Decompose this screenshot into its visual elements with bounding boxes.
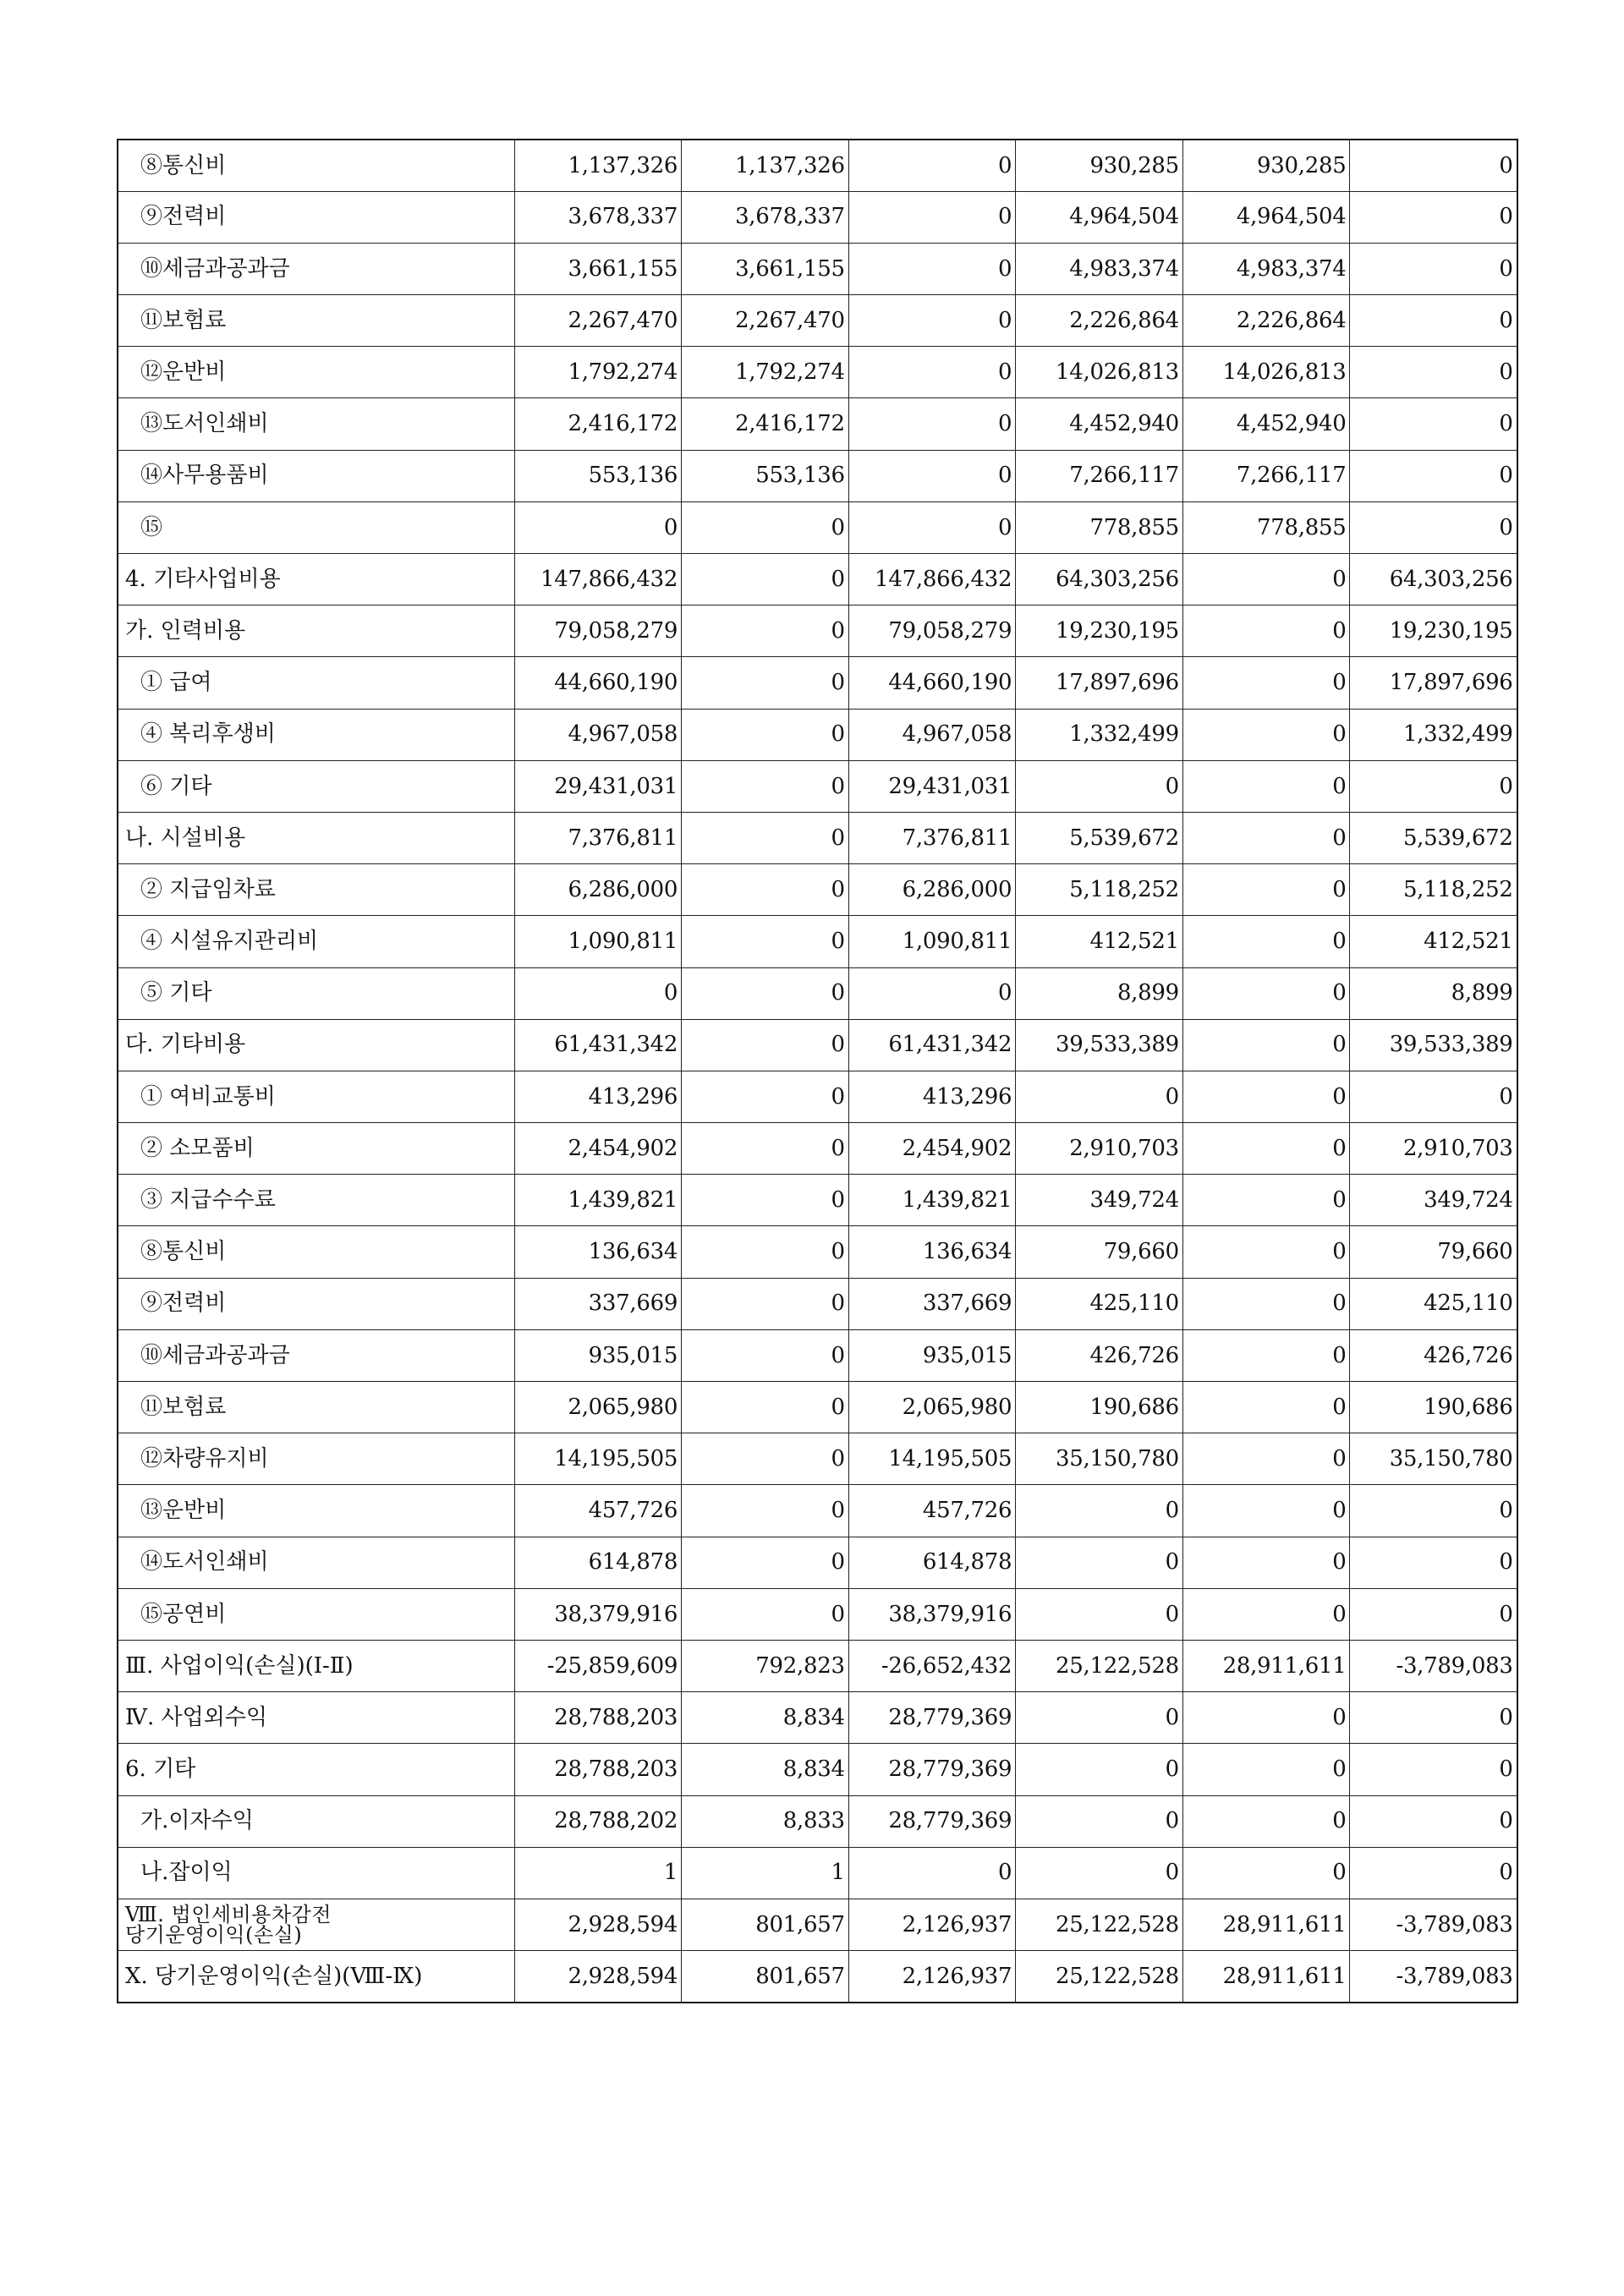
amount-cell: 0 <box>682 1382 849 1433</box>
row-label: ③ 지급수수료 <box>118 1175 514 1226</box>
amount-cell: 0 <box>1350 1537 1517 1588</box>
table-row <box>118 347 1517 398</box>
amount-cell: 7,376,811 <box>848 812 1016 863</box>
row-label: ⑮ <box>118 501 514 553</box>
amount-cell: 0 <box>848 243 1016 294</box>
row-label: ⑭도서인쇄비 <box>118 1537 514 1588</box>
table-row <box>118 295 1517 347</box>
row-label: ⑩세금과공과금 <box>118 243 514 294</box>
table-row <box>118 1382 1517 1433</box>
amount-cell: -3,789,083 <box>1350 1899 1517 1950</box>
table-row <box>118 398 1517 450</box>
row-label: ⑮공연비 <box>118 1588 514 1640</box>
amount-cell: 0 <box>1350 1588 1517 1640</box>
amount-cell: 3,661,155 <box>682 243 849 294</box>
amount-cell: 28,788,203 <box>514 1692 682 1744</box>
amount-cell: 2,226,864 <box>1182 295 1350 347</box>
amount-cell: 28,788,203 <box>514 1744 682 1795</box>
amount-cell: 0 <box>1016 760 1183 812</box>
amount-cell: 7,266,117 <box>1182 450 1350 501</box>
amount-cell: 0 <box>1182 1847 1350 1899</box>
row-label: 6. 기타 <box>118 1744 514 1795</box>
amount-cell: 6,286,000 <box>514 864 682 916</box>
amount-cell: 0 <box>1182 709 1350 760</box>
amount-cell: 0 <box>682 967 849 1019</box>
row-label: ⑩세금과공과금 <box>118 1329 514 1381</box>
amount-cell: 0 <box>514 967 682 1019</box>
amount-cell: 0 <box>1350 347 1517 398</box>
amount-cell: 1 <box>682 1847 849 1899</box>
amount-cell: 0 <box>682 1433 849 1485</box>
amount-cell: 5,118,252 <box>1016 864 1183 916</box>
row-label: ⑧통신비 <box>118 1226 514 1278</box>
amount-cell: 8,834 <box>682 1744 849 1795</box>
amount-cell: 61,431,342 <box>514 1019 682 1071</box>
amount-cell: 0 <box>682 606 849 657</box>
amount-cell: 2,910,703 <box>1016 1123 1183 1175</box>
row-label: Ⅲ. 사업이익(손실)(Ⅰ-Ⅱ) <box>118 1640 514 1691</box>
amount-cell: 426,726 <box>1016 1329 1183 1381</box>
amount-cell: 0 <box>1182 1019 1350 1071</box>
amount-cell: 930,285 <box>1016 140 1183 191</box>
amount-cell: 2,416,172 <box>682 398 849 450</box>
amount-cell: 0 <box>1182 1278 1350 1329</box>
table-row <box>118 243 1517 294</box>
row-label: ⑨전력비 <box>118 191 514 243</box>
amount-cell: 2,126,937 <box>848 1951 1016 2003</box>
row-label: ⑧통신비 <box>118 140 514 191</box>
table-row <box>118 606 1517 657</box>
amount-cell: 0 <box>1350 450 1517 501</box>
amount-cell: 1,792,274 <box>682 347 849 398</box>
amount-cell: 413,296 <box>514 1071 682 1122</box>
table-row <box>118 450 1517 501</box>
amount-cell: 614,878 <box>514 1537 682 1588</box>
amount-cell: 4,452,940 <box>1182 398 1350 450</box>
table-row <box>118 864 1517 916</box>
amount-cell: 28,779,369 <box>848 1795 1016 1847</box>
amount-cell: 29,431,031 <box>848 760 1016 812</box>
amount-cell: 412,521 <box>1016 916 1183 967</box>
row-label: ⑫차량유지비 <box>118 1433 514 1485</box>
amount-cell: 0 <box>848 295 1016 347</box>
row-label: ⑪보험료 <box>118 295 514 347</box>
amount-cell: 2,065,980 <box>848 1382 1016 1433</box>
amount-cell: 0 <box>682 916 849 967</box>
amount-cell: 0 <box>682 709 849 760</box>
amount-cell: 2,126,937 <box>848 1899 1016 1950</box>
amount-cell: -26,652,432 <box>848 1640 1016 1691</box>
amount-cell: 29,431,031 <box>514 760 682 812</box>
amount-cell: 4,967,058 <box>848 709 1016 760</box>
row-label: ⑨전력비 <box>118 1278 514 1329</box>
table-row <box>118 1485 1517 1537</box>
amount-cell: 8,899 <box>1016 967 1183 1019</box>
amount-cell: 61,431,342 <box>848 1019 1016 1071</box>
amount-cell: 2,454,902 <box>514 1123 682 1175</box>
amount-cell: 1,090,811 <box>848 916 1016 967</box>
amount-cell: 2,226,864 <box>1016 295 1183 347</box>
table-row <box>118 709 1517 760</box>
amount-cell: 0 <box>1182 1588 1350 1640</box>
row-label: ① 급여 <box>118 657 514 709</box>
amount-cell: 4,983,374 <box>1016 243 1183 294</box>
amount-cell: 0 <box>1350 1692 1517 1744</box>
amount-cell: 553,136 <box>514 450 682 501</box>
amount-cell: 39,533,389 <box>1016 1019 1183 1071</box>
row-label: ② 지급임차료 <box>118 864 514 916</box>
amount-cell: 0 <box>1350 1071 1517 1122</box>
amount-cell: 25,122,528 <box>1016 1951 1183 2003</box>
amount-cell: 801,657 <box>682 1951 849 2003</box>
row-label: 다. 기타비용 <box>118 1019 514 1071</box>
row-label: 가.이자수익 <box>118 1795 514 1847</box>
amount-cell: 0 <box>1182 1123 1350 1175</box>
amount-cell: 64,303,256 <box>1350 554 1517 606</box>
amount-cell: 1 <box>514 1847 682 1899</box>
amount-cell: 0 <box>1350 1847 1517 1899</box>
amount-cell: 17,897,696 <box>1350 657 1517 709</box>
row-label: 가. 인력비용 <box>118 606 514 657</box>
table-row <box>118 1640 1517 1691</box>
amount-cell: 5,118,252 <box>1350 864 1517 916</box>
amount-cell: 5,539,672 <box>1350 812 1517 863</box>
row-label: Ⅷ. 법인세비용차감전 당기운영이익(손실) <box>118 1899 514 1950</box>
amount-cell: 2,928,594 <box>514 1951 682 2003</box>
amount-cell: 426,726 <box>1350 1329 1517 1381</box>
table-row <box>118 1537 1517 1588</box>
amount-cell: 7,376,811 <box>514 812 682 863</box>
amount-cell: 349,724 <box>1350 1175 1517 1226</box>
amount-cell: 0 <box>1182 606 1350 657</box>
amount-cell: 25,122,528 <box>1016 1640 1183 1691</box>
amount-cell: 0 <box>682 1485 849 1537</box>
amount-cell: -3,789,083 <box>1350 1951 1517 2003</box>
amount-cell: 0 <box>848 967 1016 1019</box>
table-row <box>118 1433 1517 1485</box>
amount-cell: 0 <box>1016 1071 1183 1122</box>
amount-cell: 0 <box>682 760 849 812</box>
amount-cell: 457,726 <box>514 1485 682 1537</box>
amount-cell: 8,899 <box>1350 967 1517 1019</box>
row-label: ① 여비교통비 <box>118 1071 514 1122</box>
table-row <box>118 1899 1517 1950</box>
amount-cell: 614,878 <box>848 1537 1016 1588</box>
amount-cell: 0 <box>1182 1329 1350 1381</box>
amount-cell: 0 <box>1016 1588 1183 1640</box>
amount-cell: 19,230,195 <box>1016 606 1183 657</box>
amount-cell: 0 <box>1350 501 1517 553</box>
amount-cell: 5,539,672 <box>1016 812 1183 863</box>
amount-cell: 0 <box>1182 864 1350 916</box>
amount-cell: 136,634 <box>848 1226 1016 1278</box>
amount-cell: -25,859,609 <box>514 1640 682 1691</box>
amount-cell: 425,110 <box>1350 1278 1517 1329</box>
table-body <box>118 140 1517 2003</box>
amount-cell: 0 <box>1182 1382 1350 1433</box>
table-row <box>118 1692 1517 1744</box>
table-row <box>118 1329 1517 1381</box>
amount-cell: 4,452,940 <box>1016 398 1183 450</box>
row-label: ⑬도서인쇄비 <box>118 398 514 450</box>
amount-cell: 3,678,337 <box>514 191 682 243</box>
amount-cell: 4,967,058 <box>514 709 682 760</box>
amount-cell: 17,897,696 <box>1016 657 1183 709</box>
table-row <box>118 1847 1517 1899</box>
amount-cell: 0 <box>1350 191 1517 243</box>
table-row <box>118 1019 1517 1071</box>
amount-cell: 0 <box>1182 657 1350 709</box>
amount-cell: 0 <box>848 191 1016 243</box>
table-row <box>118 1588 1517 1640</box>
amount-cell: 190,686 <box>1016 1382 1183 1433</box>
amount-cell: 1,792,274 <box>514 347 682 398</box>
amount-cell: 79,058,279 <box>848 606 1016 657</box>
amount-cell: 0 <box>1182 1692 1350 1744</box>
amount-cell: 1,137,326 <box>514 140 682 191</box>
amount-cell: 1,332,499 <box>1016 709 1183 760</box>
amount-cell: 1,332,499 <box>1350 709 1517 760</box>
table-row <box>118 1123 1517 1175</box>
table-row <box>118 501 1517 553</box>
amount-cell: 0 <box>682 657 849 709</box>
amount-cell: 778,855 <box>1182 501 1350 553</box>
row-label: ④ 복리후생비 <box>118 709 514 760</box>
amount-cell: 792,823 <box>682 1640 849 1691</box>
table-row <box>118 554 1517 606</box>
amount-cell: 553,136 <box>682 450 849 501</box>
amount-cell: 0 <box>1016 1692 1183 1744</box>
amount-cell: 413,296 <box>848 1071 1016 1122</box>
table-row <box>118 916 1517 967</box>
amount-cell: 0 <box>682 554 849 606</box>
amount-cell: 44,660,190 <box>848 657 1016 709</box>
amount-cell: 0 <box>682 1278 849 1329</box>
amount-cell: 0 <box>848 398 1016 450</box>
amount-cell: 0 <box>1016 1795 1183 1847</box>
amount-cell: 39,533,389 <box>1350 1019 1517 1071</box>
amount-cell: 0 <box>1182 1433 1350 1485</box>
table-row <box>118 967 1517 1019</box>
amount-cell: 4,964,504 <box>1182 191 1350 243</box>
amount-cell: 4,964,504 <box>1016 191 1183 243</box>
table-row <box>118 1071 1517 1122</box>
amount-cell: 457,726 <box>848 1485 1016 1537</box>
amount-cell: 0 <box>682 1175 849 1226</box>
amount-cell: 425,110 <box>1016 1278 1183 1329</box>
amount-cell: 136,634 <box>514 1226 682 1278</box>
table-row <box>118 191 1517 243</box>
row-label: ⑭사무용품비 <box>118 450 514 501</box>
amount-cell: 0 <box>1182 1071 1350 1122</box>
amount-cell: 2,267,470 <box>514 295 682 347</box>
row-label: ⑬운반비 <box>118 1485 514 1537</box>
amount-cell: 0 <box>1182 1744 1350 1795</box>
amount-cell: 79,058,279 <box>514 606 682 657</box>
amount-cell: 4,983,374 <box>1182 243 1350 294</box>
amount-cell: 35,150,780 <box>1016 1433 1183 1485</box>
amount-cell: 0 <box>682 1019 849 1071</box>
amount-cell: 0 <box>682 812 849 863</box>
amount-cell: 38,379,916 <box>848 1588 1016 1640</box>
amount-cell: 190,686 <box>1350 1382 1517 1433</box>
amount-cell: 0 <box>1182 1175 1350 1226</box>
amount-cell: 0 <box>1182 967 1350 1019</box>
amount-cell: 14,026,813 <box>1182 347 1350 398</box>
amount-cell: 0 <box>1182 1485 1350 1537</box>
amount-cell: 2,416,172 <box>514 398 682 450</box>
amount-cell: 0 <box>682 1329 849 1381</box>
row-label: 나.잡이익 <box>118 1847 514 1899</box>
amount-cell: 2,065,980 <box>514 1382 682 1433</box>
row-label: ⑤ 기타 <box>118 967 514 1019</box>
amount-cell: 0 <box>1350 295 1517 347</box>
table-row <box>118 1226 1517 1278</box>
amount-cell: 2,910,703 <box>1350 1123 1517 1175</box>
amount-cell: 79,660 <box>1016 1226 1183 1278</box>
amount-cell: 0 <box>1016 1485 1183 1537</box>
amount-cell: 0 <box>1182 760 1350 812</box>
amount-cell: 0 <box>1016 1744 1183 1795</box>
amount-cell: 3,661,155 <box>514 243 682 294</box>
amount-cell: 147,866,432 <box>848 554 1016 606</box>
amount-cell: 0 <box>1016 1847 1183 1899</box>
amount-cell: 0 <box>682 864 849 916</box>
amount-cell: 0 <box>848 140 1016 191</box>
amount-cell: 8,833 <box>682 1795 849 1847</box>
amount-cell: 0 <box>1350 1744 1517 1795</box>
amount-cell: 0 <box>682 1537 849 1588</box>
row-label: Ⅹ. 당기운영이익(손실)(Ⅷ-Ⅸ) <box>118 1951 514 2003</box>
row-label: 나. 시설비용 <box>118 812 514 863</box>
amount-cell: 935,015 <box>514 1329 682 1381</box>
financial-statement-table <box>117 139 1518 2003</box>
amount-cell: 79,660 <box>1350 1226 1517 1278</box>
table-row <box>118 1278 1517 1329</box>
amount-cell: 28,911,611 <box>1182 1951 1350 2003</box>
amount-cell: -3,789,083 <box>1350 1640 1517 1691</box>
amount-cell: 3,678,337 <box>682 191 849 243</box>
row-label: ④ 시설유지관리비 <box>118 916 514 967</box>
table-row <box>118 1744 1517 1795</box>
amount-cell: 14,195,505 <box>514 1433 682 1485</box>
amount-cell: 0 <box>1350 140 1517 191</box>
amount-cell: 0 <box>682 1071 849 1122</box>
amount-cell: 337,669 <box>848 1278 1016 1329</box>
amount-cell: 0 <box>1182 1226 1350 1278</box>
table-row <box>118 140 1517 191</box>
amount-cell: 28,911,611 <box>1182 1899 1350 1950</box>
amount-cell: 0 <box>682 501 849 553</box>
row-label: ⑫운반비 <box>118 347 514 398</box>
amount-cell: 25,122,528 <box>1016 1899 1183 1950</box>
amount-cell: 0 <box>1350 760 1517 812</box>
amount-cell: 14,195,505 <box>848 1433 1016 1485</box>
amount-cell: 930,285 <box>1182 140 1350 191</box>
amount-cell: 0 <box>1182 1537 1350 1588</box>
amount-cell: 349,724 <box>1016 1175 1183 1226</box>
amount-cell: 0 <box>848 501 1016 553</box>
row-label: 4. 기타사업비용 <box>118 554 514 606</box>
amount-cell: 14,026,813 <box>1016 347 1183 398</box>
amount-cell: 6,286,000 <box>848 864 1016 916</box>
amount-cell: 778,855 <box>1016 501 1183 553</box>
amount-cell: 0 <box>1182 916 1350 967</box>
amount-cell: 8,834 <box>682 1692 849 1744</box>
amount-cell: 801,657 <box>682 1899 849 1950</box>
row-label: ⑥ 기타 <box>118 760 514 812</box>
table-row <box>118 812 1517 863</box>
amount-cell: 44,660,190 <box>514 657 682 709</box>
amount-cell: 337,669 <box>514 1278 682 1329</box>
amount-cell: 0 <box>682 1226 849 1278</box>
amount-cell: 28,779,369 <box>848 1744 1016 1795</box>
row-label: ⑪보험료 <box>118 1382 514 1433</box>
amount-cell: 1,137,326 <box>682 140 849 191</box>
amount-cell: 7,266,117 <box>1016 450 1183 501</box>
amount-cell: 0 <box>1350 1795 1517 1847</box>
amount-cell: 412,521 <box>1350 916 1517 967</box>
amount-cell: 0 <box>1182 1795 1350 1847</box>
amount-cell: 0 <box>1350 1485 1517 1537</box>
table-row <box>118 1175 1517 1226</box>
amount-cell: 1,439,821 <box>514 1175 682 1226</box>
amount-cell: 2,267,470 <box>682 295 849 347</box>
amount-cell: 0 <box>1182 554 1350 606</box>
amount-cell: 0 <box>1350 398 1517 450</box>
amount-cell: 0 <box>1016 1537 1183 1588</box>
amount-cell: 0 <box>848 347 1016 398</box>
amount-cell: 0 <box>514 501 682 553</box>
amount-cell: 35,150,780 <box>1350 1433 1517 1485</box>
amount-cell: 2,454,902 <box>848 1123 1016 1175</box>
amount-cell: 0 <box>1350 243 1517 294</box>
amount-cell: 0 <box>848 1847 1016 1899</box>
amount-cell: 28,779,369 <box>848 1692 1016 1744</box>
amount-cell: 935,015 <box>848 1329 1016 1381</box>
amount-cell: 28,911,611 <box>1182 1640 1350 1691</box>
amount-cell: 147,866,432 <box>514 554 682 606</box>
amount-cell: 0 <box>848 450 1016 501</box>
amount-cell: 0 <box>682 1123 849 1175</box>
amount-cell: 1,439,821 <box>848 1175 1016 1226</box>
amount-cell: 19,230,195 <box>1350 606 1517 657</box>
table-row <box>118 1795 1517 1847</box>
table-row <box>118 1951 1517 2003</box>
amount-cell: 0 <box>1182 812 1350 863</box>
table-row <box>118 657 1517 709</box>
amount-cell: 0 <box>682 1588 849 1640</box>
table-row <box>118 760 1517 812</box>
amount-cell: 38,379,916 <box>514 1588 682 1640</box>
amount-cell: 1,090,811 <box>514 916 682 967</box>
amount-cell: 28,788,202 <box>514 1795 682 1847</box>
row-label: Ⅳ. 사업외수익 <box>118 1692 514 1744</box>
row-label: ② 소모품비 <box>118 1123 514 1175</box>
amount-cell: 64,303,256 <box>1016 554 1183 606</box>
amount-cell: 2,928,594 <box>514 1899 682 1950</box>
